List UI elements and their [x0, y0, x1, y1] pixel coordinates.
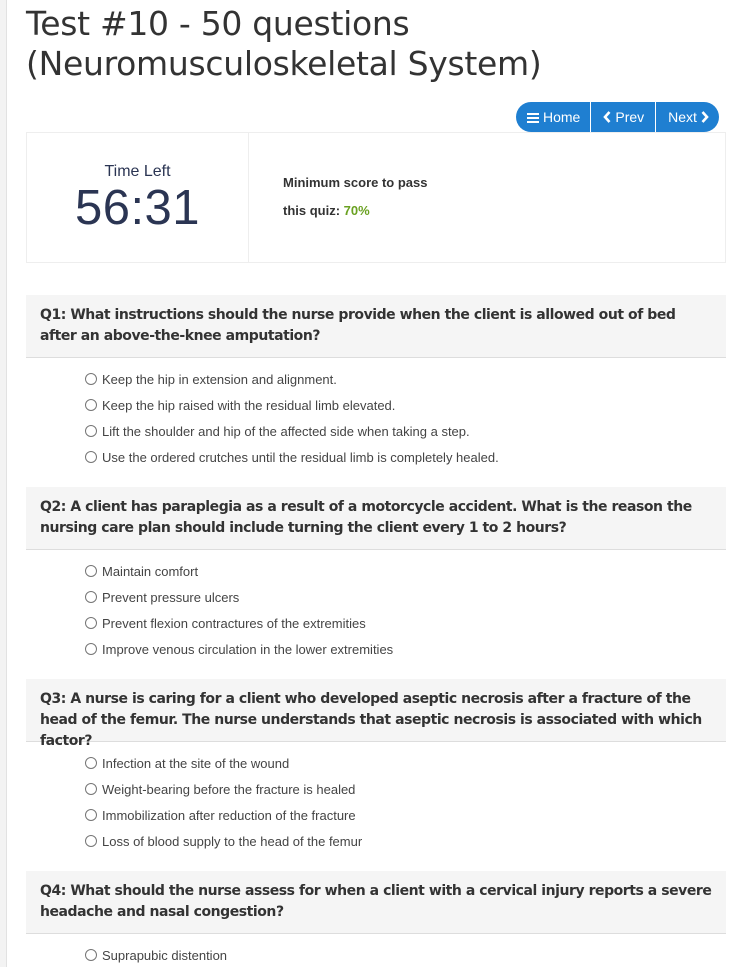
answer-option[interactable] — [85, 610, 726, 636]
option-label: Maintain comfort — [102, 563, 199, 579]
option-label: Keep the hip in extension and alignment. — [102, 371, 337, 387]
radio-button[interactable] — [85, 425, 97, 437]
answer-option[interactable] — [85, 444, 726, 470]
option-label: Suprapubic distention — [102, 947, 228, 963]
answer-option[interactable] — [85, 828, 726, 854]
question-text: Q4: What should the nurse assess for when a client with a cervical injury reports a severe headache and nasal congestion? — [26, 871, 726, 934]
timer-value: 56:31 — [74, 181, 201, 235]
question-text: Q3: A nurse is caring for a client who developed aseptic necrosis after a fracture of the head of the femur. The nurse understands that aseptic necrosis is associated with which factor? — [26, 679, 726, 742]
radio-button[interactable] — [85, 835, 97, 847]
option-label: Keep the hip raised with the residual limb elevated. — [102, 397, 396, 413]
question-text: Q2: A client has paraplegia as a result of a motorcycle accident. What is the reason the nursing care plan should include turning the client every 1 to 2 hours? — [26, 487, 726, 550]
question-text: Q1: What instructions should the nurse provide when the client is allowed out of bed after an above-the-knee amputation? — [26, 295, 726, 358]
answer-option[interactable] — [85, 418, 726, 444]
radio-button[interactable] — [85, 949, 97, 961]
chevron-right-icon — [701, 111, 709, 123]
radio-button[interactable] — [85, 591, 97, 603]
radio-button[interactable] — [85, 617, 97, 629]
option-label: Prevent pressure ulcers — [102, 589, 240, 605]
home-label: Home — [543, 109, 581, 125]
pass-line-2 — [283, 197, 427, 225]
home-button[interactable] — [516, 102, 591, 132]
answer-option[interactable] — [85, 558, 726, 584]
answer-options — [26, 550, 726, 662]
radio-button[interactable] — [85, 451, 97, 463]
answer-option[interactable] — [85, 366, 726, 392]
pass-line-1: Minimum score to pass — [283, 175, 428, 190]
option-label: Loss of blood supply to the head of the femur — [102, 833, 363, 849]
option-label: Use the ordered crutches until the residual limb is completely healed. — [102, 449, 499, 465]
option-label: Weight-bearing before the fracture is healed — [102, 781, 356, 797]
answer-option[interactable] — [85, 750, 726, 776]
option-label: Immobilization after reduction of the fracture — [102, 807, 356, 823]
page-title: Test #10 - 50 questions (Neuromusculoskeletal System) — [26, 4, 542, 83]
question-4 — [26, 871, 726, 968]
chevron-left-icon — [603, 111, 611, 123]
answer-options — [26, 934, 726, 968]
quiz-navigation — [516, 102, 719, 132]
timer — [27, 133, 249, 262]
option-label: Prevent flexion contractures of the extremities — [102, 615, 366, 631]
question-3 — [26, 679, 726, 854]
answer-option[interactable] — [85, 776, 726, 802]
answer-option[interactable] — [85, 636, 726, 662]
answer-option[interactable] — [85, 802, 726, 828]
pass-line-2-prefix: this quiz: — [283, 203, 344, 218]
question-2 — [26, 487, 726, 662]
answer-options — [26, 358, 726, 470]
answer-option[interactable] — [85, 942, 726, 968]
answer-option[interactable] — [85, 392, 726, 418]
option-label: Infection at the site of the wound — [102, 755, 290, 771]
radio-button[interactable] — [85, 643, 97, 655]
prev-label: Prev — [615, 109, 645, 125]
radio-button[interactable] — [85, 757, 97, 769]
answer-options — [26, 742, 726, 854]
quiz-info-panel — [26, 132, 726, 263]
answer-option[interactable] — [85, 584, 726, 610]
radio-button[interactable] — [85, 399, 97, 411]
radio-button[interactable] — [85, 809, 97, 821]
radio-button[interactable] — [85, 783, 97, 795]
question-1 — [26, 295, 726, 470]
pass-requirement — [249, 133, 427, 262]
timer-label: Time Left — [104, 163, 171, 180]
pass-percent: 70% — [343, 203, 370, 218]
radio-button[interactable] — [85, 373, 97, 385]
radio-button[interactable] — [85, 565, 97, 577]
next-button[interactable] — [656, 102, 719, 132]
prev-button[interactable] — [591, 102, 656, 132]
menu-icon — [527, 112, 539, 123]
option-label: Lift the shoulder and hip of the affected side when taking a step. — [102, 423, 470, 439]
next-label: Next — [668, 109, 697, 125]
option-label: Improve venous circulation in the lower extremities — [102, 641, 394, 657]
left-rail — [0, 0, 7, 967]
